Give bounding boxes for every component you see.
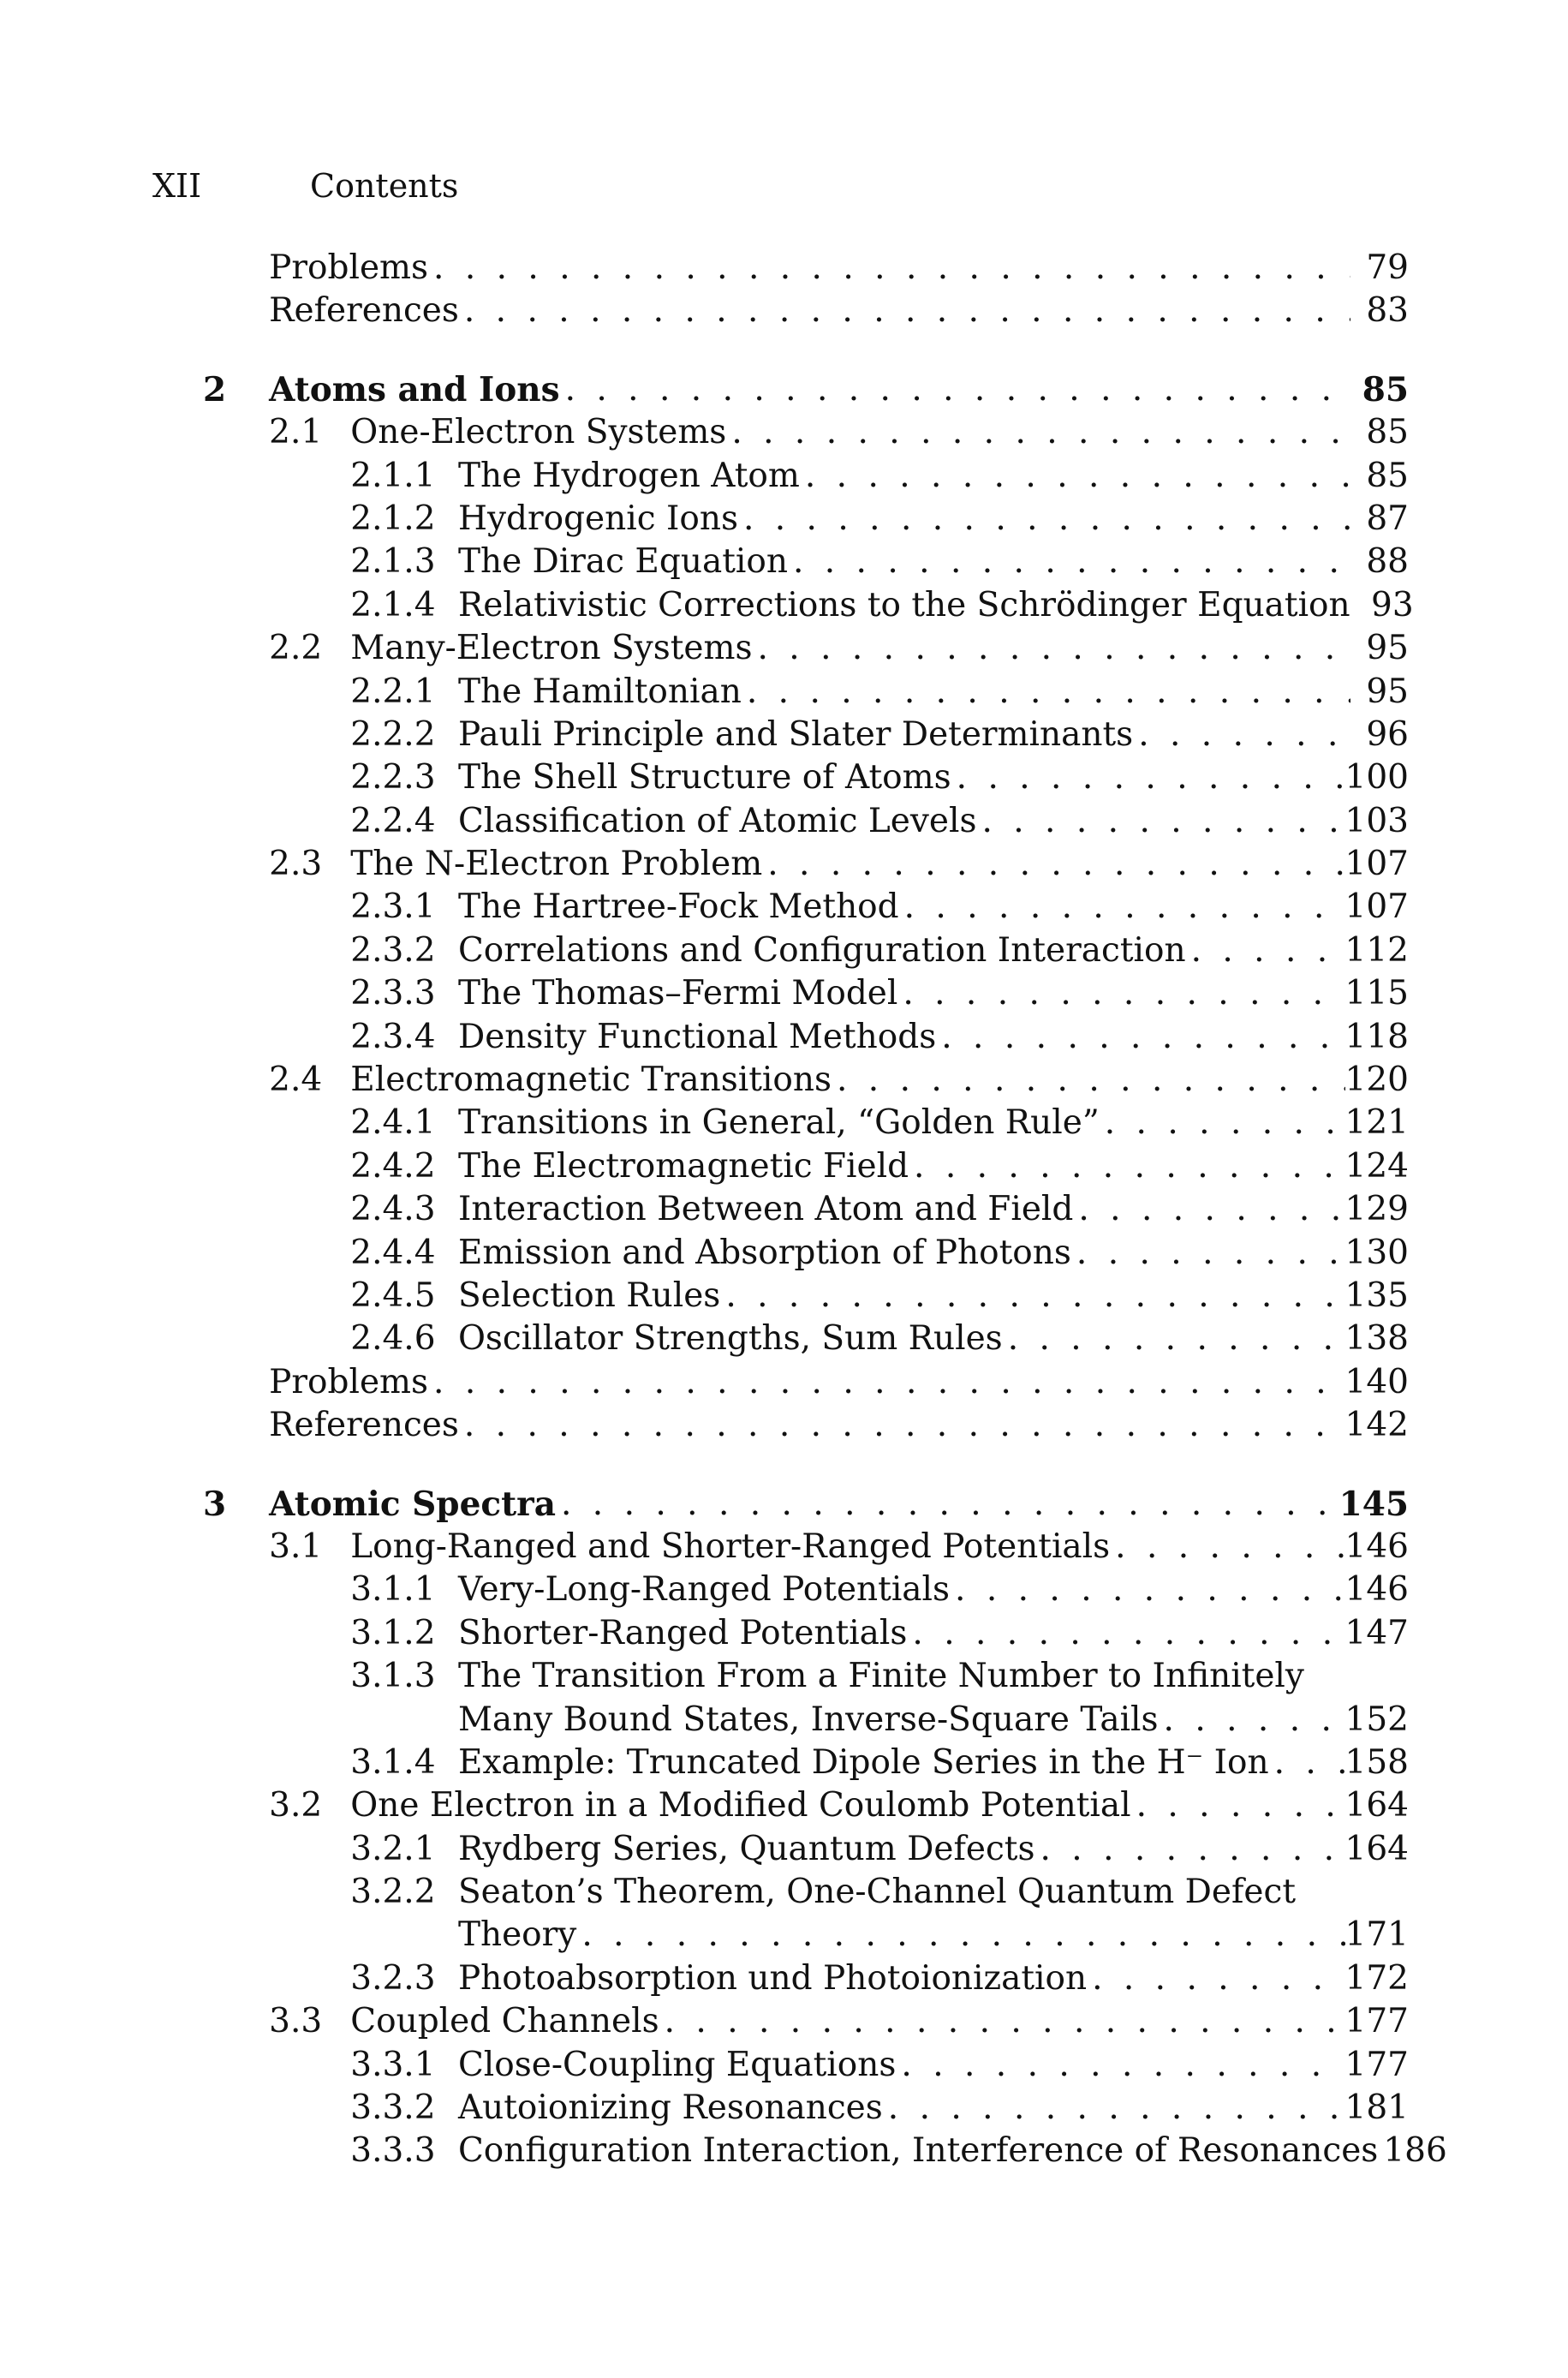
toc-entry[interactable] — [193, 1361, 1409, 1404]
toc-entry-number: 2.3 — [269, 845, 323, 884]
toc-entry-title: Correlations and Configuration Interaction — [457, 930, 1186, 970]
dot-leader — [788, 541, 1350, 583]
page-folio: XII — [152, 167, 202, 205]
dot-leader — [560, 368, 1350, 411]
dot-leader — [576, 1914, 1344, 1957]
dot-leader — [1133, 714, 1350, 756]
toc-entry-title: Oscillator Strengths, Sum Rules — [457, 1319, 1003, 1359]
toc-entry-title: Long-Ranged and Shorter-Ranged Potentials — [350, 1527, 1111, 1566]
toc-entry-title: Electromagnetic Transitions — [350, 1061, 832, 1100]
toc-page-number: 87 — [1366, 499, 1409, 538]
toc-page-number: 147 — [1344, 1613, 1409, 1652]
toc-entry-title: Seaton’s Theorem, One-Channel Quantum Defect — [457, 1873, 1297, 1912]
toc-entry-number: 3.1.3 — [350, 1657, 436, 1696]
toc-entry-title: Theory — [457, 1915, 577, 1955]
toc-entry-number: 2.3.1 — [350, 887, 436, 927]
toc-page-number: 93 — [1371, 585, 1414, 624]
toc-page-number: 129 — [1344, 1190, 1409, 1229]
toc-entry-number: 2.1.2 — [350, 499, 436, 538]
dot-leader — [1035, 1828, 1345, 1871]
toc-entry[interactable] — [193, 2087, 1409, 2130]
toc-entry[interactable] — [193, 714, 1409, 756]
toc-entry[interactable] — [193, 411, 1409, 454]
toc-entry-title: Coupled Channels — [350, 2002, 659, 2041]
toc-entry-title: References — [269, 1406, 459, 1445]
dot-leader — [659, 2000, 1345, 2043]
toc-entry[interactable] — [193, 1784, 1409, 1827]
toc-entry-title: Problems — [269, 1362, 429, 1401]
toc-page-number: 146 — [1344, 1570, 1409, 1610]
dot-leader — [800, 455, 1350, 498]
toc-entry-title: Rydberg Series, Quantum Defects — [457, 1829, 1035, 1868]
toc-page-number: 124 — [1344, 1146, 1409, 1186]
toc-entry-number: 3.2.1 — [350, 1829, 436, 1868]
dot-leader — [896, 2044, 1344, 2087]
toc-entry-number: 2.2.2 — [350, 714, 436, 754]
toc-entry[interactable] — [193, 1655, 1409, 1698]
running-title: Contents — [310, 167, 459, 205]
toc-entry-number: 2.1 — [269, 413, 323, 452]
toc-entry[interactable] — [193, 455, 1409, 498]
toc-entry-number: 2.2 — [269, 629, 323, 668]
toc-entry-number: 3.2.3 — [350, 1958, 436, 1998]
toc-page-number: 164 — [1344, 1829, 1409, 1868]
toc-entry-number: 3.3.3 — [350, 2131, 436, 2171]
toc-entry-title: The Hartree-Fock Method — [457, 887, 899, 927]
toc-entry-number: 3.2.2 — [350, 1873, 436, 1912]
toc-entry[interactable] — [193, 1317, 1409, 1360]
toc-entry-number: 2.4.1 — [350, 1103, 436, 1143]
dot-leader — [556, 1483, 1339, 1526]
dot-leader — [1110, 1526, 1344, 1568]
toc-entry-title: Classification of Atomic Levels — [457, 801, 977, 840]
toc-entry-title: References — [269, 291, 459, 331]
toc-page-number: 171 — [1344, 1915, 1409, 1955]
toc-entry-title: Autoionizing Resonances — [457, 2088, 883, 2128]
dot-leader — [742, 671, 1350, 714]
dot-leader — [752, 627, 1350, 670]
dot-leader — [1100, 1102, 1345, 1144]
toc-entry-number: 2.4.2 — [350, 1146, 436, 1186]
toc-entry-number: 3.3.1 — [350, 2045, 436, 2084]
toc-entry[interactable] — [193, 290, 1409, 332]
toc-page-number: 96 — [1366, 714, 1409, 754]
toc-page-number: 103 — [1344, 801, 1409, 840]
toc-entry-number: 2.2.1 — [350, 672, 436, 711]
toc-chapter-entry[interactable] — [193, 1483, 1409, 1526]
dot-leader — [1186, 929, 1345, 972]
toc-page-number: 177 — [1344, 2045, 1409, 2084]
dot-leader — [1073, 1188, 1344, 1231]
toc-entry[interactable] — [193, 1059, 1409, 1102]
toc-entry-number: 3.1.2 — [350, 1613, 436, 1652]
toc-entry[interactable] — [193, 1568, 1409, 1611]
toc-entry[interactable] — [193, 1102, 1409, 1144]
toc-entry[interactable] — [193, 627, 1409, 670]
toc-entry-number: 3.1.1 — [350, 1570, 436, 1610]
toc-entry-number: 2.1.3 — [350, 542, 436, 582]
dot-leader — [951, 756, 1345, 799]
toc-entry-number: 2 — [202, 369, 227, 409]
toc-page-number: 95 — [1366, 672, 1409, 711]
toc-entry-title: Configuration Interaction, Interference of Resonances — [457, 2131, 1379, 2171]
toc-entry[interactable] — [193, 929, 1409, 972]
toc-entry-title: Very-Long-Ranged Potentials — [457, 1570, 951, 1610]
dot-leader — [738, 498, 1350, 541]
toc-entry-title: Atomic Spectra — [269, 1484, 556, 1524]
toc-entry-number: 3.1 — [269, 1527, 323, 1566]
toc-page-number: 115 — [1344, 974, 1409, 1013]
toc-entry-number: 2.2.3 — [350, 758, 436, 798]
toc-page-number: 140 — [1344, 1362, 1409, 1401]
dot-leader — [428, 247, 1350, 290]
toc-entry-title: The Shell Structure of Atoms — [457, 758, 951, 798]
toc-entry-title: Photoabsorption und Photoionization — [457, 1958, 1088, 1998]
toc-page-number: 138 — [1344, 1319, 1409, 1359]
toc-entry-number: 2.4.6 — [350, 1319, 436, 1359]
toc-entry-title: One-Electron Systems — [350, 413, 727, 452]
toc-entry-title: Problems — [269, 248, 429, 287]
dot-leader — [1071, 1232, 1345, 1275]
toc-entry[interactable] — [193, 584, 1414, 627]
dot-leader — [459, 1404, 1345, 1447]
toc-page-number: 145 — [1338, 1484, 1409, 1524]
toc-entry-title: Transitions in General, “Golden Rule” — [457, 1103, 1100, 1143]
toc-entry-title: Shorter-Ranged Potentials — [457, 1613, 908, 1652]
toc-entry[interactable] — [193, 886, 1409, 929]
toc-entry[interactable] — [193, 671, 1409, 714]
toc-entry-number: 3.1.4 — [350, 1742, 436, 1782]
toc-entry-title: The Hydrogen Atom — [457, 456, 800, 495]
toc-entry-title: The Thomas–Fermi Model — [457, 974, 898, 1013]
toc-page-number: 79 — [1366, 248, 1409, 287]
toc-entry-title: Interaction Between Atom and Field — [457, 1190, 1074, 1229]
toc-entry-number: 2.1.4 — [350, 585, 436, 624]
toc-page-number: 85 — [1366, 413, 1409, 452]
toc-entry-title: Relativistic Corrections to the Schrödinger Equation — [457, 585, 1350, 624]
toc-page-number: 95 — [1366, 629, 1409, 668]
dot-leader — [950, 1568, 1345, 1611]
toc-entry[interactable] — [193, 498, 1409, 541]
toc-entry-number: 2.3.3 — [350, 974, 436, 1013]
toc-page-number: 88 — [1366, 542, 1409, 582]
toc-page-number: 181 — [1344, 2088, 1409, 2128]
toc-entry[interactable] — [193, 1232, 1409, 1275]
dot-leader — [936, 1016, 1344, 1059]
toc-entry-number: 3.3 — [269, 2002, 323, 2041]
toc-entry-title: The Transition From a Finite Number to Infinitely — [457, 1657, 1304, 1696]
toc-entry-title: Close-Coupling Equations — [457, 2045, 897, 2084]
toc-chapter-entry[interactable] — [193, 368, 1409, 411]
toc-page-number: 100 — [1344, 758, 1409, 798]
dot-leader — [899, 886, 1345, 929]
toc-page-number: 118 — [1344, 1017, 1409, 1056]
dot-leader — [1159, 1699, 1345, 1742]
dot-leader — [459, 290, 1350, 332]
toc-page-number: 121 — [1344, 1103, 1409, 1143]
toc-page-number: 164 — [1344, 1786, 1409, 1825]
toc-entry-number: 2.4 — [269, 1061, 323, 1100]
toc-entry-number: 3 — [202, 1484, 227, 1524]
toc-page-number: 146 — [1344, 1527, 1409, 1566]
toc-entry[interactable] — [193, 2130, 1447, 2172]
toc-entry-title: Example: Truncated Dipole Series in the H⁻ Ion — [457, 1742, 1269, 1782]
toc-entry-number: 2.4.3 — [350, 1190, 436, 1229]
toc-entry[interactable] — [193, 1404, 1409, 1447]
toc-entry[interactable] — [193, 1145, 1409, 1188]
toc-entry[interactable] — [193, 1914, 1409, 1957]
toc-entry-title: Emission and Absorption of Photons — [457, 1233, 1071, 1272]
toc-entry-title: Hydrogenic Ions — [457, 499, 738, 538]
dot-leader — [428, 1361, 1345, 1404]
toc-entry-number: 2.3.2 — [350, 930, 436, 970]
toc-page-number: 120 — [1344, 1061, 1409, 1100]
toc-entry[interactable] — [193, 541, 1409, 583]
toc-entry[interactable] — [193, 2044, 1409, 2087]
toc-page-number: 107 — [1344, 887, 1409, 927]
dot-leader — [1269, 1742, 1345, 1784]
toc-entry-title: The N-Electron Problem — [350, 845, 763, 884]
toc-entry-number: 3.2 — [269, 1786, 323, 1825]
toc-page-number: 177 — [1344, 2002, 1409, 2041]
toc-entry[interactable] — [193, 800, 1409, 843]
toc-entry[interactable] — [193, 1699, 1409, 1742]
toc-page-number: 107 — [1344, 845, 1409, 884]
toc-entry[interactable] — [193, 1188, 1409, 1231]
toc-page-number: 130 — [1344, 1233, 1409, 1272]
toc-entry[interactable] — [193, 1016, 1409, 1059]
toc-entry[interactable] — [193, 1828, 1409, 1871]
toc-page-number: 186 — [1383, 2131, 1447, 2171]
toc-page-number: 83 — [1366, 291, 1409, 331]
toc-page-number: 85 — [1366, 456, 1409, 495]
dot-leader — [726, 411, 1350, 454]
toc-entry-title: The Electromagnetic Field — [457, 1146, 909, 1186]
toc-entry[interactable] — [193, 1275, 1409, 1317]
dot-leader — [976, 800, 1344, 843]
dot-leader — [1131, 1784, 1345, 1827]
toc-page-number: 135 — [1344, 1276, 1409, 1315]
toc-entry-number: 2.1.1 — [350, 456, 436, 495]
dot-leader — [897, 972, 1344, 1015]
toc-entry-title: The Hamiltonian — [457, 672, 742, 711]
toc-page-number: 172 — [1344, 1958, 1409, 1998]
dot-leader — [832, 1059, 1345, 1102]
toc-page-number: 85 — [1362, 369, 1409, 409]
dot-leader — [1087, 1957, 1344, 2000]
toc-entry[interactable] — [193, 1742, 1409, 1784]
toc-entry-number: 2.4.4 — [350, 1233, 436, 1272]
dot-leader — [907, 1612, 1344, 1655]
toc-entry[interactable] — [193, 972, 1409, 1015]
toc-page-number: 142 — [1344, 1406, 1409, 1445]
toc-page-number: 112 — [1344, 930, 1409, 970]
toc-entry[interactable] — [193, 1871, 1409, 1914]
toc-entry-title: Many-Electron Systems — [350, 629, 753, 668]
table-of-contents — [193, 247, 1447, 2173]
dot-leader — [909, 1145, 1345, 1188]
toc-entry-number: 2.2.4 — [350, 801, 436, 840]
dot-leader — [1003, 1317, 1345, 1360]
toc-entry-number: 2.4.5 — [350, 1276, 436, 1315]
toc-entry-title: Selection Rules — [457, 1276, 721, 1315]
toc-entry-title: Many Bound States, Inverse-Square Tails — [457, 1700, 1159, 1739]
toc-entry[interactable] — [193, 756, 1409, 799]
toc-entry[interactable] — [193, 1526, 1409, 1568]
dot-leader — [883, 2087, 1345, 2130]
dot-leader — [720, 1275, 1344, 1317]
toc-entry-title: One Electron in a Modified Coulomb Potential — [350, 1786, 1131, 1825]
toc-entry-title: Density Functional Methods — [457, 1017, 937, 1056]
dot-leader — [762, 843, 1344, 886]
toc-page-number: 158 — [1344, 1742, 1409, 1782]
toc-entry[interactable] — [193, 247, 1409, 290]
toc-entry-title: Pauli Principle and Slater Determinants — [457, 714, 1134, 754]
toc-entry[interactable] — [193, 1612, 1409, 1655]
toc-page-number: 152 — [1344, 1700, 1409, 1739]
toc-entry[interactable] — [193, 1957, 1409, 2000]
toc-entry[interactable] — [193, 843, 1409, 886]
toc-entry-number: 3.3.2 — [350, 2088, 436, 2128]
toc-entry[interactable] — [193, 2000, 1409, 2043]
toc-entry-title: The Dirac Equation — [457, 542, 788, 582]
toc-entry-title: Atoms and Ions — [269, 369, 560, 409]
toc-entry-number: 2.3.4 — [350, 1017, 436, 1056]
